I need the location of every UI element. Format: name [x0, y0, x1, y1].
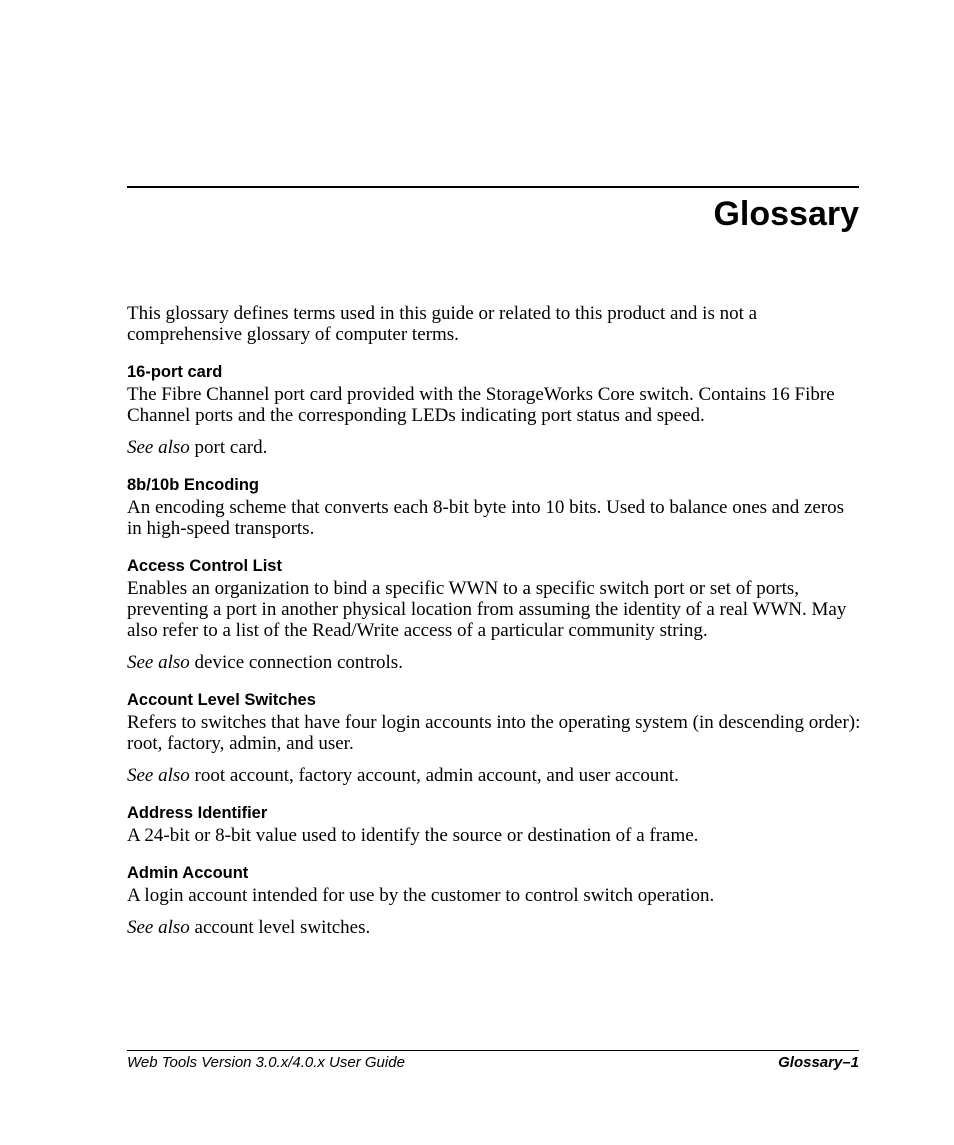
glossary-entry [127, 803, 862, 846]
glossary-definition: The Fibre Channel port card provided with the StorageWorks Core switch. Contains 16 Fibre Channel ports and the corresponding LEDs indicating port status and speed. [127, 384, 835, 426]
glossary-term: 8b/10b Encoding [127, 476, 260, 494]
glossary-entry [127, 475, 862, 539]
see-also-reference: device connection controls. [189, 652, 403, 673]
see-also-label: See also [127, 652, 190, 673]
intro-paragraph: This glossary defines terms used in this guide or related to this product and is not a comprehensive glossary of computer terms. [127, 303, 758, 345]
glossary-term: Account Level Switches [127, 691, 316, 709]
page-title: Glossary [713, 195, 859, 233]
see-also-reference: port card. [189, 437, 268, 458]
glossary-term: Admin Account [127, 864, 249, 882]
glossary-entry [127, 556, 862, 673]
glossary-entry [127, 863, 862, 938]
glossary-definition: Enables an organization to bind a specific WWN to a specific switch port or set of ports, preventing a port in another physical location from assuming the identity of a real WWN. May also refer to a list of the Read/Write access of a particular community string. [127, 578, 847, 641]
see-also-label: See also [127, 765, 190, 786]
glossary-term: 16-port card [127, 363, 223, 381]
glossary-definition: An encoding scheme that converts each 8-bit byte into 10 bits. Used to balance ones and zeros in high-speed transports. [127, 497, 845, 539]
footer-guide-title: Web Tools Version 3.0.x/4.0.x User Guide [127, 1054, 405, 1071]
see-also [127, 437, 862, 458]
glossary-entry [127, 362, 862, 458]
see-also [127, 652, 862, 673]
glossary-definition: A 24-bit or 8-bit value used to identify the source or destination of a frame. [127, 825, 699, 846]
see-also-reference: account level switches. [189, 917, 371, 938]
see-also [127, 917, 862, 938]
see-also-reference: root account, factory account, admin account, and user account. [189, 765, 679, 786]
footer-rule [127, 1050, 859, 1051]
glossary-entry [127, 690, 862, 786]
see-also [127, 765, 862, 786]
glossary-definition: Refers to switches that have four login accounts into the operating system (in descending order): root, factory, admin, and user. [127, 712, 861, 754]
glossary-definition: A login account intended for use by the customer to control switch operation. [127, 885, 715, 906]
glossary-term: Access Control List [127, 557, 282, 575]
see-also-label: See also [127, 437, 190, 458]
title-rule [127, 186, 859, 188]
glossary-term: Address Identifier [127, 804, 268, 822]
glossary-body [127, 303, 862, 955]
footer-page-number: Glossary–1 [778, 1054, 859, 1071]
see-also-label: See also [127, 917, 190, 938]
